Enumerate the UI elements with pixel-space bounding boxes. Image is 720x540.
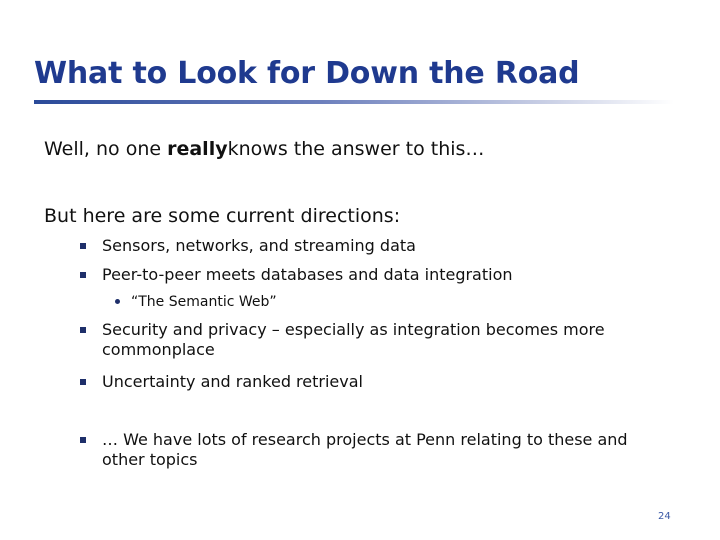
directions-heading: But here are some current directions:: [44, 205, 401, 227]
sub-list-item-text: “The Semantic Web”: [131, 294, 277, 310]
square-bullet-icon: [80, 437, 86, 443]
dot-bullet-icon: [115, 299, 120, 304]
list-item-text-line1: Security and privacy – especially as integration becomes more: [102, 320, 605, 339]
list-item-text-line2: other topics: [102, 450, 198, 469]
slide-title: What to Look for Down the Road: [34, 56, 580, 91]
square-bullet-icon: [80, 327, 86, 333]
intro-paragraph: [44, 138, 484, 160]
square-bullet-icon: [80, 379, 86, 385]
list-item: [80, 430, 628, 470]
list-item-text: Sensors, networks, and streaming data: [102, 236, 416, 255]
sub-list-item: [115, 292, 277, 312]
title-underline: [34, 100, 674, 104]
list-item: [80, 372, 363, 392]
list-item: [80, 320, 605, 360]
list-item: [80, 265, 513, 285]
page-number: 24: [658, 511, 671, 522]
list-item: [80, 236, 416, 256]
intro-emphasis: really: [167, 138, 228, 160]
intro-text-after: knows the answer to this…: [227, 138, 485, 160]
list-item-text: Peer-to-peer meets databases and data integration: [102, 265, 513, 284]
square-bullet-icon: [80, 243, 86, 249]
intro-text-before: Well, no one: [44, 138, 168, 160]
square-bullet-icon: [80, 272, 86, 278]
list-item-text-line2: commonplace: [102, 340, 215, 359]
list-item-text: Uncertainty and ranked retrieval: [102, 372, 363, 391]
list-item-text-line1: … We have lots of research projects at Penn relating to these and: [102, 430, 628, 449]
